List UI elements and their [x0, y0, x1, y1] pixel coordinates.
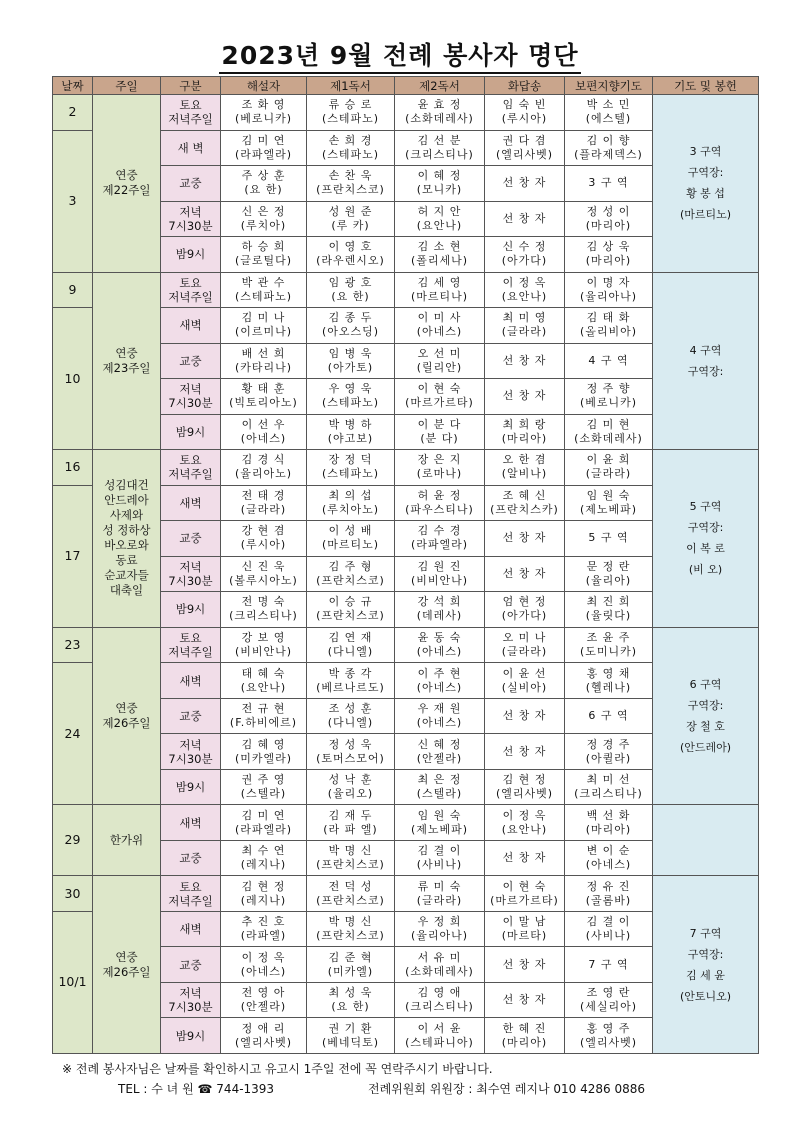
mass-cell: 밤9시: [161, 237, 221, 273]
reading2-cell: 김 영 애 (크리스티나): [395, 982, 485, 1018]
table-row: [53, 450, 759, 486]
table-row: [53, 272, 759, 308]
commentator-cell: 태 혜 숙 (요안나): [221, 663, 307, 699]
reading1-cell: 성 낙 훈 (율리오): [307, 769, 395, 805]
psalm-cell: 최 미 영 (글라라): [485, 308, 565, 344]
mass-cell: 새벽: [161, 485, 221, 521]
psalm-cell: 선 창 자: [485, 698, 565, 734]
commentator-cell: 신 은 정 (루치아): [221, 201, 307, 237]
header-reading2: 제2독서: [395, 77, 485, 95]
prayers-cell: 이 윤 희 (글라라): [565, 450, 653, 486]
commentator-cell: 김 현 정 (레지나): [221, 876, 307, 912]
header-commentator: 해설자: [221, 77, 307, 95]
psalm-cell: 선 창 자: [485, 982, 565, 1018]
psalm-cell: 권 다 겸 (엘리사벳): [485, 130, 565, 166]
reading2-cell: 우 재 원 (아네스): [395, 698, 485, 734]
commentator-cell: 김 미 나 (이르미나): [221, 308, 307, 344]
reading1-cell: 이 승 규 (프란치스코): [307, 592, 395, 628]
mass-cell: 밤9시: [161, 769, 221, 805]
prayers-cell: 최 진 희 (율릿다): [565, 592, 653, 628]
date-cell: 10: [53, 308, 93, 450]
reading1-cell: 최 성 욱 (요 한): [307, 982, 395, 1018]
psalm-cell: 선 창 자: [485, 521, 565, 557]
mass-cell: 저녁 7시30분: [161, 734, 221, 770]
reading2-cell: 류 미 숙 (글라라): [395, 876, 485, 912]
mass-cell: 토요 저녁주일: [161, 450, 221, 486]
reading2-cell: 강 석 희 (데레사): [395, 592, 485, 628]
date-cell: 29: [53, 805, 93, 876]
reading1-cell: 이 성 배 (마르티노): [307, 521, 395, 557]
commentator-cell: 박 관 수 (스테파노): [221, 272, 307, 308]
mass-cell: 교중: [161, 840, 221, 876]
commentator-cell: 최 수 연 (레지나): [221, 840, 307, 876]
mass-cell: 교중: [161, 521, 221, 557]
sunday-cell: 성김대건 안드레아 사제와 성 정하상 바오로와 동료 순교자들 대축일: [93, 450, 161, 628]
reading1-cell: 김 연 재 (다니엘): [307, 627, 395, 663]
offering-cell: 7 구역 구역장: 김 세 윤 (안토니오): [653, 876, 759, 1054]
reading1-cell: 박 명 신 (프란치스코): [307, 911, 395, 947]
prayers-cell: 정 유 진 (골롬바): [565, 876, 653, 912]
reading1-cell: 손 찬 욱 (프란치스코): [307, 166, 395, 202]
reading1-cell: 임 병 욱 (아가토): [307, 343, 395, 379]
prayers-cell: 변 이 순 (아네스): [565, 840, 653, 876]
psalm-cell: 선 창 자: [485, 556, 565, 592]
prayers-cell: 6 구 역: [565, 698, 653, 734]
header-offering: 기도 및 봉헌: [653, 77, 759, 95]
prayers-cell: 5 구 역: [565, 521, 653, 557]
mass-cell: 저녁 7시30분: [161, 556, 221, 592]
prayers-cell: 홍 영 채 (헬레나): [565, 663, 653, 699]
reading1-cell: 성 원 준 (루 카): [307, 201, 395, 237]
reading2-cell: 김 선 분 (크리스티나): [395, 130, 485, 166]
prayers-cell: 김 결 이 (사비나): [565, 911, 653, 947]
reading1-cell: 최 의 섭 (루치아노): [307, 485, 395, 521]
date-cell: 2: [53, 95, 93, 131]
convent-label: TEL : 수 녀 원: [118, 1082, 194, 1096]
psalm-cell: 이 현 숙 (마르가르타): [485, 876, 565, 912]
psalm-cell: 선 창 자: [485, 201, 565, 237]
reading1-cell: 이 영 호 (라우렌시오): [307, 237, 395, 273]
reading2-cell: 김 수 경 (라파엘라): [395, 521, 485, 557]
mass-cell: 교중: [161, 698, 221, 734]
reading1-cell: 박 명 신 (프란치스코): [307, 840, 395, 876]
prayers-cell: 정 주 향 (베로니카): [565, 379, 653, 415]
psalm-cell: 이 정 옥 (요안나): [485, 805, 565, 841]
reading1-cell: 김 종 두 (아오스딩): [307, 308, 395, 344]
footer-note: ※ 전례 봉사자님은 날짜를 확인하시고 유고시 1주일 전에 꼭 연락주시기 바랍니다.: [62, 1062, 493, 1076]
reading1-cell: 류 승 로 (스테파노): [307, 95, 395, 131]
offering-cell: 4 구역 구역장:: [653, 272, 759, 450]
prayers-cell: 최 미 선 (크리스티나): [565, 769, 653, 805]
reading1-cell: 김 준 혁 (미카엘): [307, 947, 395, 983]
psalm-cell: 오 한 겸 (알비나): [485, 450, 565, 486]
reading1-cell: 김 재 두 (라 파 엘): [307, 805, 395, 841]
date-cell: 17: [53, 485, 93, 627]
header-prayers: 보편지향기도: [565, 77, 653, 95]
commentator-cell: 전 명 숙 (크리스티나): [221, 592, 307, 628]
mass-cell: 새 벽: [161, 130, 221, 166]
commentator-cell: 김 경 식 (율리아노): [221, 450, 307, 486]
sunday-cell: 연중 제23주일: [93, 272, 161, 450]
mass-cell: 저녁 7시30분: [161, 379, 221, 415]
commentator-cell: 이 정 옥 (아네스): [221, 947, 307, 983]
psalm-cell: 김 현 정 (엘리사벳): [485, 769, 565, 805]
reading2-cell: 김 원 진 (비비안나): [395, 556, 485, 592]
mass-cell: 저녁 7시30분: [161, 982, 221, 1018]
psalm-cell: 한 혜 진 (마리아): [485, 1018, 565, 1054]
mass-cell: 밤9시: [161, 592, 221, 628]
table-row: [53, 805, 759, 841]
psalm-cell: 선 창 자: [485, 734, 565, 770]
prayers-cell: 정 성 이 (마리아): [565, 201, 653, 237]
sunday-cell: 연중 제26주일: [93, 627, 161, 805]
offering-cell: [653, 805, 759, 876]
reading2-cell: 허 윤 정 (파우스티나): [395, 485, 485, 521]
offering-cell: 3 구역 구역장: 황 봉 섭 (마르티노): [653, 95, 759, 273]
prayers-cell: 김 태 화 (올리비아): [565, 308, 653, 344]
commentator-cell: 조 화 영 (베로니카): [221, 95, 307, 131]
psalm-cell: 엄 현 정 (아가다): [485, 592, 565, 628]
reading2-cell: 최 은 정 (스텔라): [395, 769, 485, 805]
reading2-cell: 이 미 사 (아네스): [395, 308, 485, 344]
mass-cell: 교중: [161, 343, 221, 379]
reading2-cell: 허 지 안 (요안나): [395, 201, 485, 237]
table-row: [53, 95, 759, 131]
prayers-cell: 이 명 자 (율리아나): [565, 272, 653, 308]
prayers-cell: 김 이 향 (플라제덱스): [565, 130, 653, 166]
convent-phone: [118, 1080, 274, 1097]
reading1-cell: 손 희 경 (스테파노): [307, 130, 395, 166]
offering-cell: 5 구역 구역장: 이 복 로 (비 오): [653, 450, 759, 628]
prayers-cell: 백 선 화 (마리아): [565, 805, 653, 841]
reading2-cell: 이 주 현 (아네스): [395, 663, 485, 699]
prayers-cell: 김 상 욱 (마리아): [565, 237, 653, 273]
page-title: 2023년 9월 전례 봉사자 명단: [0, 36, 800, 72]
mass-cell: 새벽: [161, 911, 221, 947]
mass-cell: 새벽: [161, 805, 221, 841]
prayers-cell: 3 구 역: [565, 166, 653, 202]
commentator-cell: 김 미 연 (라파엘라): [221, 130, 307, 166]
commentator-cell: 김 혜 영 (미카엘라): [221, 734, 307, 770]
commentator-cell: 하 승 희 (글로틸다): [221, 237, 307, 273]
convent-number: 744-1393: [216, 1082, 275, 1096]
prayers-cell: 홍 영 주 (엘리사벳): [565, 1018, 653, 1054]
psalm-cell: 선 창 자: [485, 947, 565, 983]
date-cell: 16: [53, 450, 93, 486]
sunday-cell: 한가위: [93, 805, 161, 876]
psalm-cell: 이 말 남 (마르타): [485, 911, 565, 947]
reading2-cell: 김 결 이 (사비나): [395, 840, 485, 876]
prayers-cell: 조 영 란 (세실리아): [565, 982, 653, 1018]
mass-cell: 교중: [161, 947, 221, 983]
mass-cell: 저녁 7시30분: [161, 201, 221, 237]
mass-cell: 토요 저녁주일: [161, 627, 221, 663]
date-cell: 30: [53, 876, 93, 912]
psalm-cell: 최 희 랑 (마리아): [485, 414, 565, 450]
reading1-cell: 전 덕 성 (프란치스코): [307, 876, 395, 912]
psalm-cell: 이 윤 선 (실비아): [485, 663, 565, 699]
header-sunday: 주일: [93, 77, 161, 95]
commentator-cell: 추 진 호 (라파엘): [221, 911, 307, 947]
reading1-cell: 우 영 욱 (스테파노): [307, 379, 395, 415]
mass-cell: 밤9시: [161, 1018, 221, 1054]
commentator-cell: 김 미 연 (라파엘라): [221, 805, 307, 841]
psalm-cell: 임 숙 빈 (루시아): [485, 95, 565, 131]
date-cell: 10/1: [53, 911, 93, 1053]
commentator-cell: 전 규 현 (F.하비에르): [221, 698, 307, 734]
reading1-cell: 박 병 하 (야고보): [307, 414, 395, 450]
date-cell: 3: [53, 130, 93, 272]
reading2-cell: 서 유 미 (소화데레사): [395, 947, 485, 983]
reading2-cell: 이 분 다 (분 다): [395, 414, 485, 450]
reading2-cell: 김 세 영 (마르티나): [395, 272, 485, 308]
reading1-cell: 권 기 환 (베네딕토): [307, 1018, 395, 1054]
header-reading1: 제1독서: [307, 77, 395, 95]
date-cell: 9: [53, 272, 93, 308]
mass-cell: 밤9시: [161, 414, 221, 450]
psalm-cell: 조 혜 신 (프란치스카): [485, 485, 565, 521]
reading2-cell: 김 소 현 (폴리세나): [395, 237, 485, 273]
committee-contact: 전례위원회 위원장 : 최수연 레지나 010 4286 0886: [368, 1082, 646, 1096]
psalm-cell: 선 창 자: [485, 166, 565, 202]
reading2-cell: 이 현 숙 (마르가르타): [395, 379, 485, 415]
reading1-cell: 장 정 덕 (스테파노): [307, 450, 395, 486]
psalm-cell: 선 창 자: [485, 343, 565, 379]
reading2-cell: 신 혜 정 (안젤라): [395, 734, 485, 770]
reading2-cell: 윤 효 정 (소화데레사): [395, 95, 485, 131]
mass-cell: 토요 저녁주일: [161, 95, 221, 131]
commentator-cell: 신 진 욱 (볼루시아노): [221, 556, 307, 592]
reading2-cell: 이 혜 정 (모니카): [395, 166, 485, 202]
mass-cell: 토요 저녁주일: [161, 272, 221, 308]
reading2-cell: 이 서 윤 (스테파니아): [395, 1018, 485, 1054]
table-row: [53, 876, 759, 912]
commentator-cell: 권 주 영 (스텔라): [221, 769, 307, 805]
sunday-cell: 연중 제26주일: [93, 876, 161, 1054]
reading1-cell: 조 성 훈 (다니엘): [307, 698, 395, 734]
offering-cell: 6 구역 구역장: 장 철 호 (안드레아): [653, 627, 759, 805]
reading2-cell: 오 선 미 (릴리안): [395, 343, 485, 379]
reading2-cell: 윤 동 숙 (아네스): [395, 627, 485, 663]
prayers-cell: 임 원 숙 (제노베파): [565, 485, 653, 521]
header-psalm: 화답송: [485, 77, 565, 95]
mass-cell: 새벽: [161, 663, 221, 699]
reading2-cell: 임 원 숙 (제노베파): [395, 805, 485, 841]
reading2-cell: 우 정 희 (율리아나): [395, 911, 485, 947]
prayers-cell: 조 윤 주 (도미니카): [565, 627, 653, 663]
roster-table: [52, 76, 759, 1054]
prayers-cell: 4 구 역: [565, 343, 653, 379]
psalm-cell: 신 수 정 (아가다): [485, 237, 565, 273]
header-date: 날짜: [53, 77, 93, 95]
table-row: [53, 627, 759, 663]
sunday-cell: 연중 제22주일: [93, 95, 161, 273]
header-mass: 구분: [161, 77, 221, 95]
psalm-cell: 오 미 나 (글라라): [485, 627, 565, 663]
commentator-cell: 주 상 훈 (요 한): [221, 166, 307, 202]
prayers-cell: 문 정 란 (율리아): [565, 556, 653, 592]
header-row: [53, 77, 759, 95]
prayers-cell: 김 미 현 (소화데레사): [565, 414, 653, 450]
mass-cell: 새벽: [161, 308, 221, 344]
psalm-cell: 선 창 자: [485, 840, 565, 876]
reading1-cell: 박 종 각 (베르나르도): [307, 663, 395, 699]
commentator-cell: 황 태 훈 (빅토리아노): [221, 379, 307, 415]
commentator-cell: 배 선 희 (카타리나): [221, 343, 307, 379]
psalm-cell: 선 창 자: [485, 379, 565, 415]
commentator-cell: 강 보 영 (비비안나): [221, 627, 307, 663]
reading1-cell: 임 광 호 (요 한): [307, 272, 395, 308]
prayers-cell: 정 경 주 (아퀼라): [565, 734, 653, 770]
date-cell: 24: [53, 663, 93, 805]
reading1-cell: 정 성 욱 (토머스모어): [307, 734, 395, 770]
psalm-cell: 이 정 옥 (요안나): [485, 272, 565, 308]
prayers-cell: 박 소 민 (에스텔): [565, 95, 653, 131]
commentator-cell: 이 선 우 (아네스): [221, 414, 307, 450]
date-cell: 23: [53, 627, 93, 663]
phone-icon: ☎: [197, 1082, 213, 1096]
prayers-cell: 7 구 역: [565, 947, 653, 983]
mass-cell: 교중: [161, 166, 221, 202]
commentator-cell: 강 현 겸 (루시아): [221, 521, 307, 557]
reading2-cell: 장 은 지 (로마나): [395, 450, 485, 486]
commentator-cell: 정 애 리 (엘리사벳): [221, 1018, 307, 1054]
reading1-cell: 김 주 형 (프란치스코): [307, 556, 395, 592]
mass-cell: 토요 저녁주일: [161, 876, 221, 912]
commentator-cell: 전 영 아 (안젤라): [221, 982, 307, 1018]
commentator-cell: 전 태 경 (글라라): [221, 485, 307, 521]
